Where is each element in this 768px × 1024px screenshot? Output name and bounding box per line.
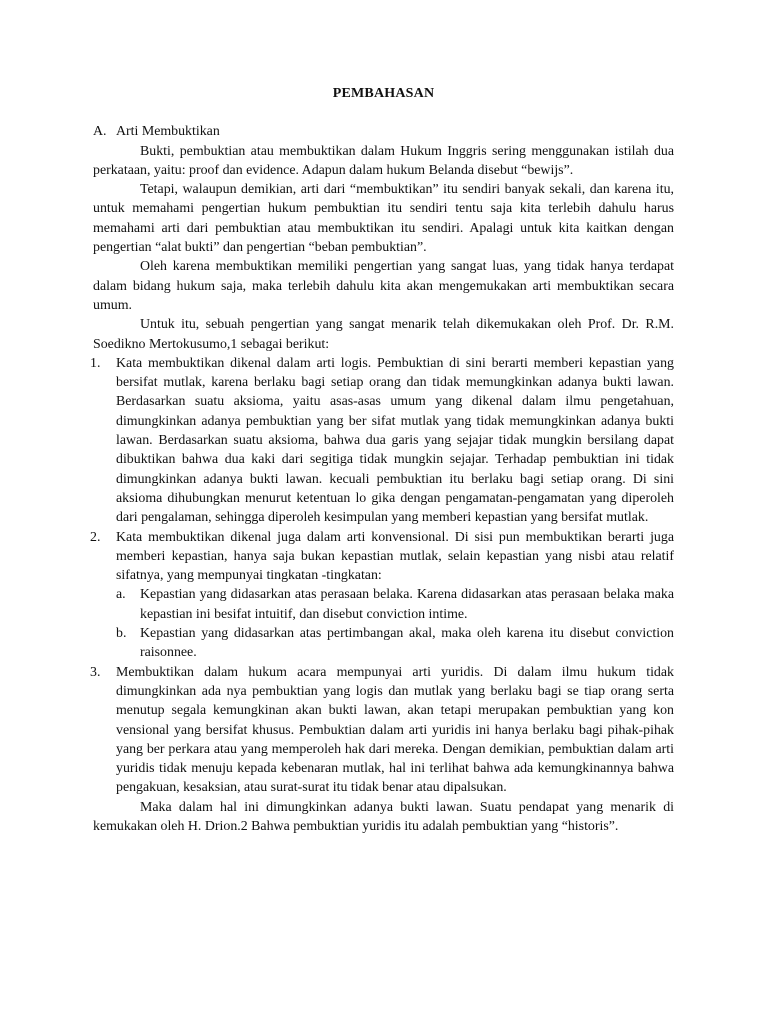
list-item [90, 528, 674, 663]
list-marker: 2. [90, 529, 101, 545]
document-title: PEMBAHASAN [332, 86, 435, 101]
list-item-text: Membuktikan dalam hukum acara mempunyai arti yuridis. Di dalam ilmu hukum tidak dimungkinkan ada nya pembuktian yang logis dan mutlak yang berlaku bagi se tiap orang serta menutup segala kemungkinan akan bukti lawan, akan tetapi merupakan pembuktian yang kon vensional yang bersifat khusus. Pembuktian dalam arti yuridis ini hanya berlaku bagi pihak-pihak yang ber perkara atau yang memperoleh hak dari mereka. Dengan demikian, pembuktian dalam arti yuridis tidak menuju kepada kebenaran mutlak, hal ini terlihat bahwa ada kemungkinannya bahwa pengakuan, kesaksian, atau surat-surat itu tidak benar atau dipalsukan. [116, 664, 674, 796]
sub-list-item [116, 585, 674, 624]
sub-list-marker: b. [116, 626, 127, 642]
sub-list-item [116, 624, 674, 663]
paragraph: Bukti, pembuktian atau membuktikan dalam Hukum Inggris sering menggunakan istilah dua perkataan, yaitu: proof dan evidence. Adapun dalam hukum Belanda disebut “bewijs”. [93, 143, 674, 178]
list-marker: 1. [90, 355, 101, 371]
paragraph: Untuk itu, sebuah pengertian yang sangat menarik telah dikemukakan oleh Prof. Dr. R.M. Soedikno Mertokusumo,1 sebagai berikut: [93, 317, 674, 352]
section-label: A. [93, 124, 107, 140]
paragraph: Oleh karena membuktikan memiliki pengertian yang sangat luas, yang tidak hanya terdapat dalam bidang hukum saja, maka terlebih dahulu kita akan mengemukakan arti membuktikan secara umum. [93, 259, 674, 313]
list-marker: 3. [90, 664, 101, 680]
list-item [90, 663, 674, 798]
paragraph-closing: Maka dalam hal ini dimungkinkan adanya bukti lawan. Suatu pendapat yang menarik di kemukakan oleh H. Drion.2 Bahwa pembuktian yuridis itu adalah pembuktian yang “historis”. [93, 799, 674, 834]
sub-list-marker: a. [116, 587, 126, 603]
section-title: Arti Membuktikan [116, 124, 220, 140]
list-item [90, 354, 674, 528]
section-heading [93, 122, 674, 141]
numbered-list [90, 354, 674, 798]
paragraph: Tetapi, walaupun demikian, arti dari “membuktikan” itu sendiri banyak sekali, dan karena itu, untuk memahami pengertian hukum pembuktian itu sendiri tentu saja kita terlebih dahulu harus memahami arti dari pembuktian atau membuktikan itu sendiri. Apalagi untuk kita kaitkan dengan pengertian “alat bukti” dan pengertian “beban pembuktian”. [93, 182, 674, 256]
sub-list [116, 585, 674, 662]
sub-list-item-text: Kepastian yang didasarkan atas perasaan belaka. Karena didasarkan atas perasaan belaka maka kepastian ini besifat intuitif, dan disebut conviction intime. [140, 587, 674, 622]
sub-list-item-text: Kepastian yang didasarkan atas pertimbangan akal, maka oleh karena itu disebut conviction raisonnee. [140, 626, 674, 661]
list-item-text: Kata membuktikan dikenal juga dalam arti konvensional. Di sisi pun membuktikan berarti juga memberi kepastian, hanya saja bukan kepastian mutlak, selain kepastian yang nisbi atau relatif sifatnya, yang mempunyai tingkatan -tingkatan: [116, 529, 674, 584]
list-item-text: Kata membuktikan dikenal dalam arti logis. Pembuktian di sini berarti memberi kepastian yang bersifat mutlak, karena berlaku bagi setiap orang dan tidak memungkinkan adanya bukti lawan. Berdasarkan suatu aksioma, yaitu asas-asas umum yang dikenal dalam ilmu pengetahuan, dimungkinkan adanya pembuktian yang ber sifat mutlak yang tidak memungkinkan adanya bukti lawan. Berdasarkan suatu aksioma, bahwa dua garis yang sejajar tidak mungkin bersilang dapat dibuktikan bahwa dua kaki dari segitiga tidak mungkin sejajar. Terhadap pembuktian ini tidak dimungkinkan adanya bukti lawan. kecuali pembuktian itu berlaku bagi setiap orang. Di sini aksioma dihubungkan menurut ketentuan lo gika dengan pengamatan-pengamatan yang diperoleh dari pengalaman, sehingga diperoleh kesimpulan yang memberi kepastian yang bersifat mutlak. [116, 355, 674, 526]
document-page [90, 84, 674, 836]
